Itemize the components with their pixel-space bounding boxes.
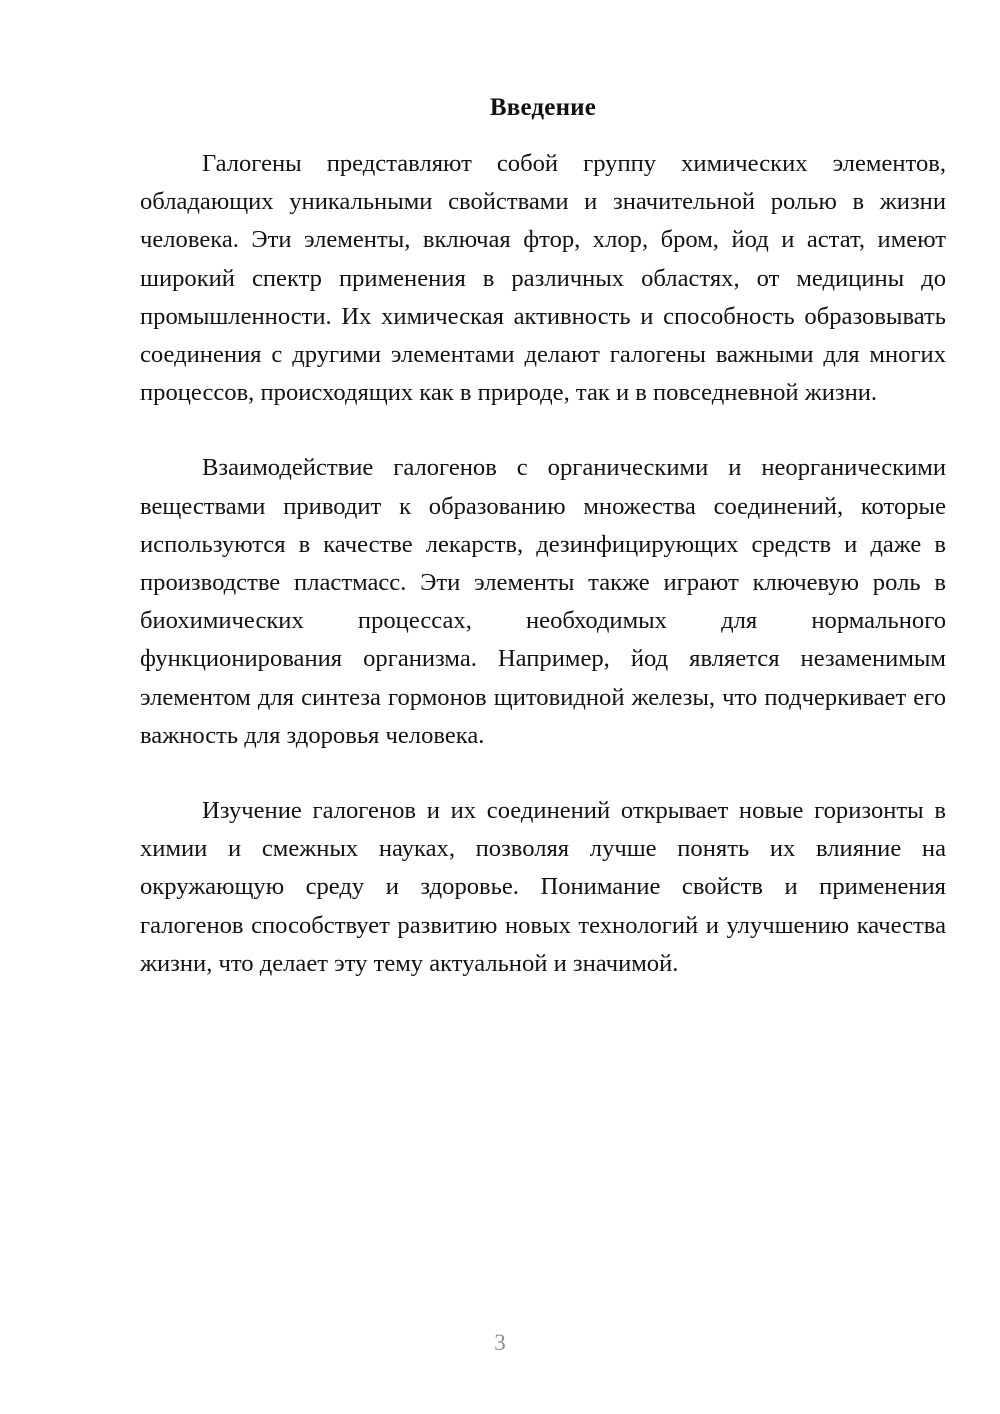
page-title: Введение [489,94,597,121]
body-paragraph-1: Галогены представляют собой группу химических элементов, обладающих уникальными свойствами и значительной ролью в жизни человека. Эти элементы, включая фтор, хлор, бром, йод и астат, имеют широкий спектр применения в различных областях, от медицины до промышленности. Их химическая активность и способность образовывать соединения с другими элементами делают галогены важными для многих процессов, происходящих как в природе, так и в повседневной жизни. [140,150,946,407]
body-paragraph-2: Взаимодействие галогенов с органическими и неорганическими веществами приводит к образованию множества соединений, которые используются в качестве лекарств, дезинфицирующих средств и даже в производстве пластмасс. Эти элементы также играют ключевую роль в биохимических процессах, необходимых для нормального функционирования организма. Например, йод является незаменимым элементом для синтеза гормонов щитовидной железы, что подчеркивает его важность для здоровья человека. [140,454,946,749]
body-paragraph-3: Изучение галогенов и их соединений открывает новые горизонты в химии и смежных науках, позволяя лучше понять их влияние на окружающую среду и здоровье. Понимание свойств и применения галогенов способствует развитию новых технологий и улучшению качества жизни, что делает эту тему актуальной и значимой. [140,797,946,977]
page-number: 3 [494,1330,506,1355]
page-content [140,0,946,983]
